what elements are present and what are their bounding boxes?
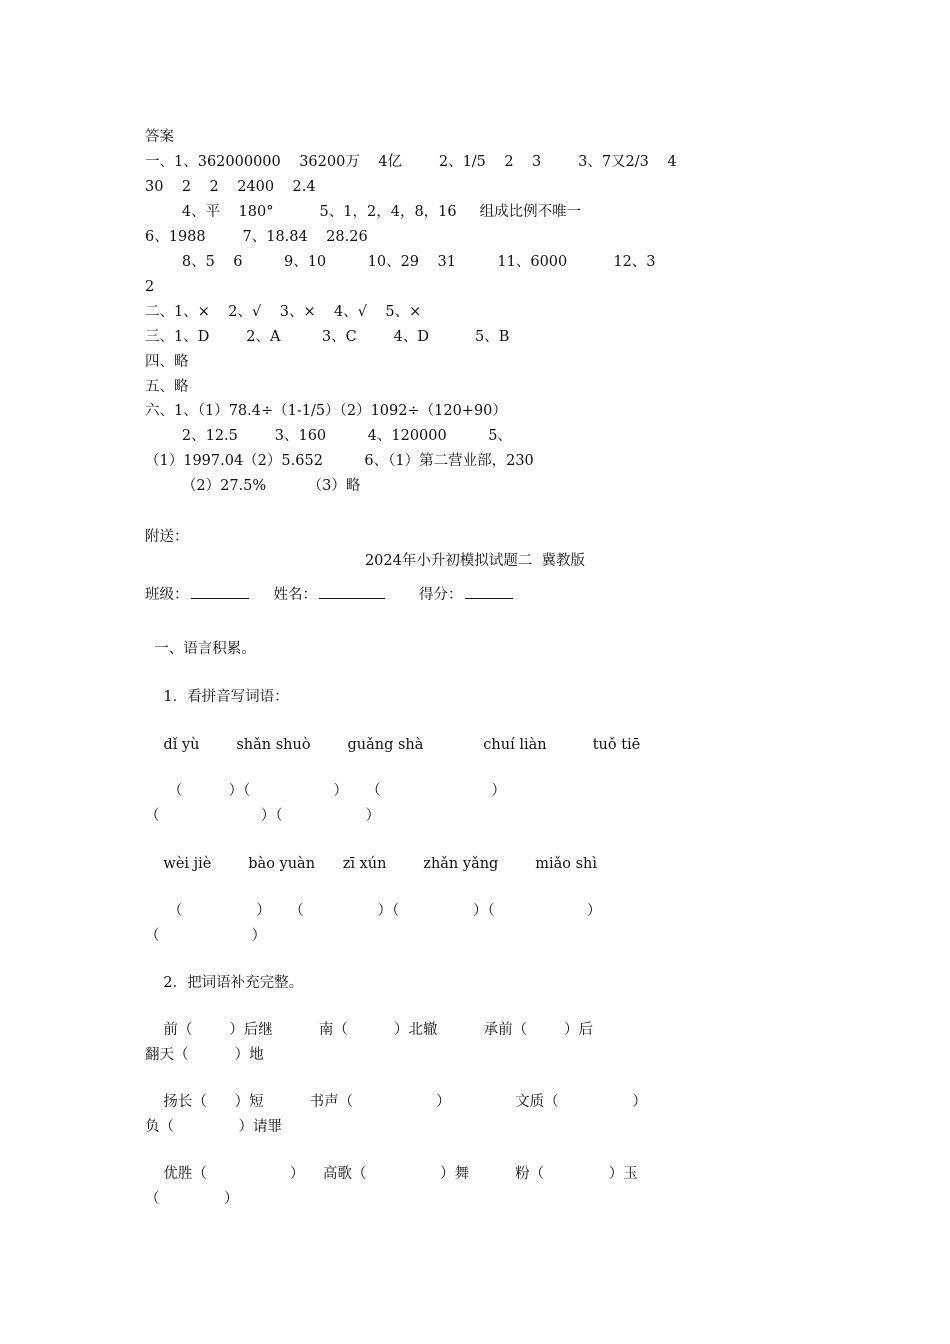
appendix-label: 附送： (145, 529, 189, 545)
score-blank[interactable] (465, 584, 513, 599)
fill-in-row[interactable]: 负（ ）请罪 (145, 1119, 283, 1135)
name-label: 姓名： (273, 587, 317, 603)
pinyin-row: wèi jiè bào yuàn zī xún zhǎn yǎng miǎo shì (145, 856, 597, 872)
answer-line: 2 (145, 279, 155, 295)
answer-blank-row[interactable]: （ ）（ ） （ ） (145, 783, 506, 799)
exam-title: 2024年小升初模拟试题二 冀教版 (364, 553, 586, 569)
class-label: 班级： (145, 587, 189, 603)
section1-title: 一、语言积累。 (145, 641, 256, 657)
answer-line: 6、1988 7、18.84 28.26 (145, 229, 368, 245)
answer-line: 8、5 6 9、10 10、29 31 11、6000 12、3 (145, 254, 656, 270)
answer-line: 四、略 (145, 354, 189, 370)
answer-line: （1）1997.04（2）5.652 6、（1）第二营业部，230 (145, 453, 534, 469)
class-blank[interactable] (191, 584, 249, 599)
fill-in-row[interactable]: 优胜（ ） 高歌（ ）舞 粉（ ）玉 (145, 1166, 638, 1182)
q2-title: 2．把词语补充完整。 (145, 975, 304, 991)
answer-line: 六、1、（1）78.4÷（1-1/5）（2）1092÷（120+90） (145, 403, 507, 419)
fill-in-row[interactable]: 前（ ）后继 南（ ）北辙 承前（ ）后 (145, 1022, 593, 1038)
score-label: 得分： (419, 587, 463, 603)
answer-line: 30 2 2 2400 2.4 (145, 179, 316, 195)
answer-line: 三、1、D 2、A 3、C 4、D 5、B (145, 329, 510, 345)
answer-line: （2）27.5% （3）略 (145, 478, 361, 494)
answer-line: 4、平 180° 5、1，2，4，8，16 组成比例不唯一 (145, 204, 582, 220)
name-blank[interactable] (319, 584, 385, 599)
pinyin-row: dǐ yù shǎn shuò guǎng shà chuí liàn tuǒ tiē (145, 737, 641, 753)
answer-blank-row[interactable]: （ ）（ ） (145, 808, 381, 824)
answer-blank-row[interactable]: （ ） (145, 928, 267, 944)
answer-line: 2、12.5 3、160 4、120000 5、 (145, 428, 512, 444)
fill-in-row[interactable]: （ ） (145, 1191, 239, 1207)
answers-heading: 答案 (145, 129, 174, 145)
fill-in-row[interactable]: 扬长（ ）短 书声（ ） 文质（ ） (145, 1094, 647, 1110)
answer-line: 二、1、× 2、√ 3、× 4、√ 5、× (145, 304, 422, 320)
answer-blank-row[interactable]: （ ） （ ）（ ）（ ） (145, 903, 602, 919)
answer-line: 一、1、362000000 36200万 4亿 2、1/5 2 3 3、7又2/3 4 (145, 154, 677, 170)
q1-title: 1．看拼音写词语： (145, 689, 289, 705)
fill-in-row[interactable]: 翻天（ ）地 (145, 1047, 264, 1063)
answer-line: 五、略 (145, 379, 189, 395)
student-info-row (145, 584, 513, 605)
